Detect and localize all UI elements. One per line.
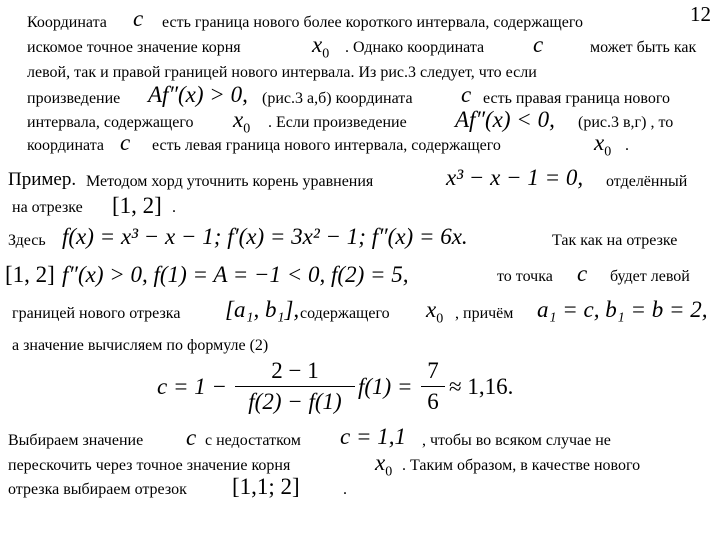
fraction-1-numerator: 2 − 1 <box>271 358 319 383</box>
math-conditions: f″(x) > 0, f(1) = A = −1 < 0, f(2) = 5, <box>62 262 409 287</box>
text-line2-c: может быть как <box>590 39 697 56</box>
deficit-text: с недостатком <box>205 432 301 449</box>
fraction-1 <box>235 358 355 415</box>
border-text: границей нового отрезка <box>12 305 181 322</box>
segment-label: на отрезке <box>12 199 83 216</box>
math-x0-2: $x_0$ <box>233 107 251 137</box>
text-line6-c: . <box>625 137 629 154</box>
text-line6-b: есть левая граница нового интервала, содержащего <box>152 137 501 154</box>
so-that-text: , чтобы во всяком случае не <box>422 432 611 449</box>
math-c-3: c <box>461 82 472 107</box>
left-text: будет левой <box>610 268 690 285</box>
text-line2-b: . Однако координата <box>345 39 485 56</box>
math-c-4: c <box>120 130 131 155</box>
math-a1-b1: a₁ = c, b₁ = b = 2, <box>537 297 708 322</box>
here-label: Здесь <box>8 232 46 249</box>
math-x0-3: $x_0$ <box>594 130 612 160</box>
math-new-segment: [a₁, b₁], <box>225 297 300 322</box>
text-line5-c: (рис.3 в,г) , то <box>578 114 674 131</box>
page-number: 12 <box>690 2 711 26</box>
text-line5-a: интервала, содержащего <box>27 114 194 131</box>
point-text: то точка <box>497 268 553 285</box>
choose-text: Выбираем значение <box>8 432 144 449</box>
fraction-2-denominator: 6 <box>427 389 439 414</box>
jump-text: перескочить через точное значение корня <box>8 457 291 474</box>
math-c-6: c <box>186 425 197 450</box>
math-x0-4: $x_0$ <box>426 297 444 327</box>
math-x0-1: $x_0$ <box>312 32 330 62</box>
thus-text: . Таким образом, в качестве нового <box>402 457 641 474</box>
moreover-text: , причём <box>455 305 514 322</box>
fraction-2 <box>421 358 445 415</box>
text-line4-b: (рис.3 а,б) координата <box>262 90 413 107</box>
text-line4-c: есть правая граница нового <box>483 90 670 107</box>
math-product-negative: Af″(x) < 0, <box>455 107 555 132</box>
math-segment: [1, 2] <box>112 193 162 218</box>
math-segment-2: [1, 2] <box>5 262 55 287</box>
text-line3: левой, так и правой границей нового интервала. Из рис.3 следует, что если <box>27 64 537 81</box>
math-equation: x³ − x − 1 = 0, <box>446 165 584 190</box>
fraction-2-numerator: 7 <box>427 358 439 383</box>
containing-text: содержащего <box>300 305 390 322</box>
text-line4-a: произведение <box>27 90 121 107</box>
formula-ref-text: а значение вычисляем по формуле (2) <box>12 337 269 354</box>
math-c-value: c = 1,1 <box>340 424 406 449</box>
math-c-2: c <box>533 32 544 57</box>
text-line1-a: Координата <box>27 14 107 31</box>
text-line1-b: есть граница нового более короткого интервала, содержащего <box>162 14 584 31</box>
text-line5-b: . Если произведение <box>268 114 407 131</box>
math-product-positive: Af″(x) > 0, <box>148 82 248 107</box>
since-text: Так как на отрезке <box>552 232 678 249</box>
fraction-1-denominator: f(2) − f(1) <box>248 389 342 414</box>
example-text: Методом хорд уточнить корень уравнения <box>86 173 374 190</box>
text-line6-a: координата <box>27 137 104 154</box>
final-dot: . <box>343 481 347 498</box>
choose-segment-text: отрезка выбираем отрезок <box>8 481 187 498</box>
example-text-2: отделённый <box>606 173 688 190</box>
example-label: Пример. <box>8 169 77 190</box>
math-approx: ≈ 1,16. <box>449 374 514 399</box>
math-c-eq-lhs: c = 1 − <box>157 374 227 399</box>
math-x0-5: $x_0$ <box>375 450 393 480</box>
math-final-segment: [1,1; 2] <box>232 474 300 499</box>
math-c-1: c <box>133 6 144 31</box>
math-derivatives: f(x) = x³ − x − 1; f′(x) = 3x² − 1; f″(x) = 6x. <box>62 224 468 249</box>
text-line2-a: искомое точное значение корня <box>27 39 241 56</box>
math-c-5: c <box>577 261 588 286</box>
segment-dot: . <box>172 199 176 216</box>
math-f1: f(1) = <box>358 374 413 399</box>
